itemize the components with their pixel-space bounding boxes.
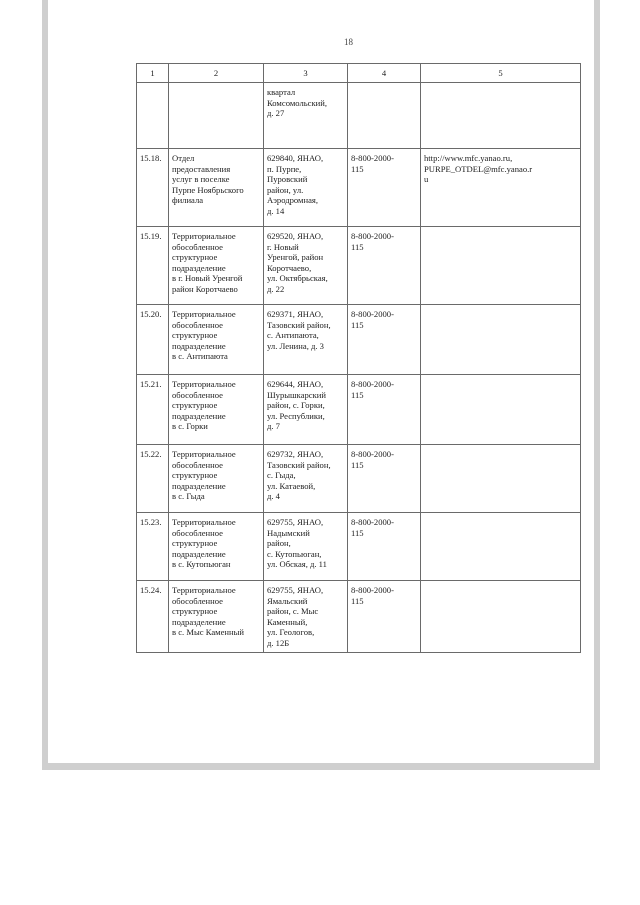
office-web: [421, 227, 581, 305]
office-name: Территориальное обособленное структурное подразделение в с. Горки: [169, 375, 264, 445]
office-web: [421, 581, 581, 653]
office-address: квартал Комсомольский, д. 27: [264, 83, 348, 149]
row-number: 15.21.: [137, 375, 169, 445]
office-phone: [348, 83, 421, 149]
office-address: 629755, ЯНАО, Ямальский район, с. Мыс Каменный, ул. Геологов, д. 12Б: [264, 581, 348, 653]
office-web: http://www.mfc.yanao.ru, PURPE_OTDEL@mfc.yanao.r u: [421, 149, 581, 227]
office-name: Территориальное обособленное структурное подразделение в с. Кутопьюган: [169, 513, 264, 581]
office-phone: 8-800-2000- 115: [348, 305, 421, 375]
table-row: [137, 375, 581, 445]
row-number: 15.19.: [137, 227, 169, 305]
table-row: [137, 513, 581, 581]
row-number: [137, 83, 169, 149]
table-row: [137, 83, 581, 149]
header-cell: 2: [169, 64, 264, 83]
header-row: [137, 64, 581, 83]
office-name: Территориальное обособленное структурное подразделение в с. Гыда: [169, 445, 264, 513]
row-number: 15.23.: [137, 513, 169, 581]
office-name: Отдел предоставления услуг в поселке Пурпе Ноябрьского филиала: [169, 149, 264, 227]
office-phone: 8-800-2000- 115: [348, 445, 421, 513]
row-number: 15.18.: [137, 149, 169, 227]
office-phone: 8-800-2000- 115: [348, 513, 421, 581]
table-row: [137, 305, 581, 375]
table-row: [137, 149, 581, 227]
header-cell: 5: [421, 64, 581, 83]
table-row: [137, 445, 581, 513]
services-table: [136, 63, 581, 653]
office-address: 629520, ЯНАО, г. Новый Уренгой, район Коротчаево, ул. Октябрьская, д. 22: [264, 227, 348, 305]
page-number: 18: [344, 37, 353, 47]
office-address: 629644, ЯНАО, Шурышкарский район, с. Горки, ул. Республики, д. 7: [264, 375, 348, 445]
office-phone: 8-800-2000- 115: [348, 581, 421, 653]
office-name: Территориальное обособленное структурное подразделение в с. Антипаюта: [169, 305, 264, 375]
office-name: Территориальное обособленное структурное подразделение в с. Мыс Каменный: [169, 581, 264, 653]
office-phone: 8-800-2000- 115: [348, 149, 421, 227]
office-name: [169, 83, 264, 149]
table-row: [137, 227, 581, 305]
office-web: [421, 305, 581, 375]
table-row: [137, 581, 581, 653]
row-number: 15.22.: [137, 445, 169, 513]
header-cell: 1: [137, 64, 169, 83]
office-address: 629371, ЯНАО, Тазовский район, с. Антипаюта, ул. Ленина, д. 3: [264, 305, 348, 375]
office-name: Территориальное обособленное структурное подразделение в г. Новый Уренгой район Коротчаево: [169, 227, 264, 305]
office-web: [421, 513, 581, 581]
row-number: 15.24.: [137, 581, 169, 653]
office-web: [421, 83, 581, 149]
office-web: [421, 375, 581, 445]
office-phone: 8-800-2000- 115: [348, 375, 421, 445]
office-address: 629732, ЯНАО, Тазовский район, с. Гыда, ул. Катаевой, д. 4: [264, 445, 348, 513]
row-number: 15.20.: [137, 305, 169, 375]
office-web: [421, 445, 581, 513]
header-cell: 4: [348, 64, 421, 83]
header-cell: 3: [264, 64, 348, 83]
office-address: 629840, ЯНАО, п. Пурпе, Пуровский район, ул. Аэродромная, д. 14: [264, 149, 348, 227]
office-address: 629755, ЯНАО, Надымский район, с. Кутопьюган, ул. Обская, д. 11: [264, 513, 348, 581]
office-phone: 8-800-2000- 115: [348, 227, 421, 305]
